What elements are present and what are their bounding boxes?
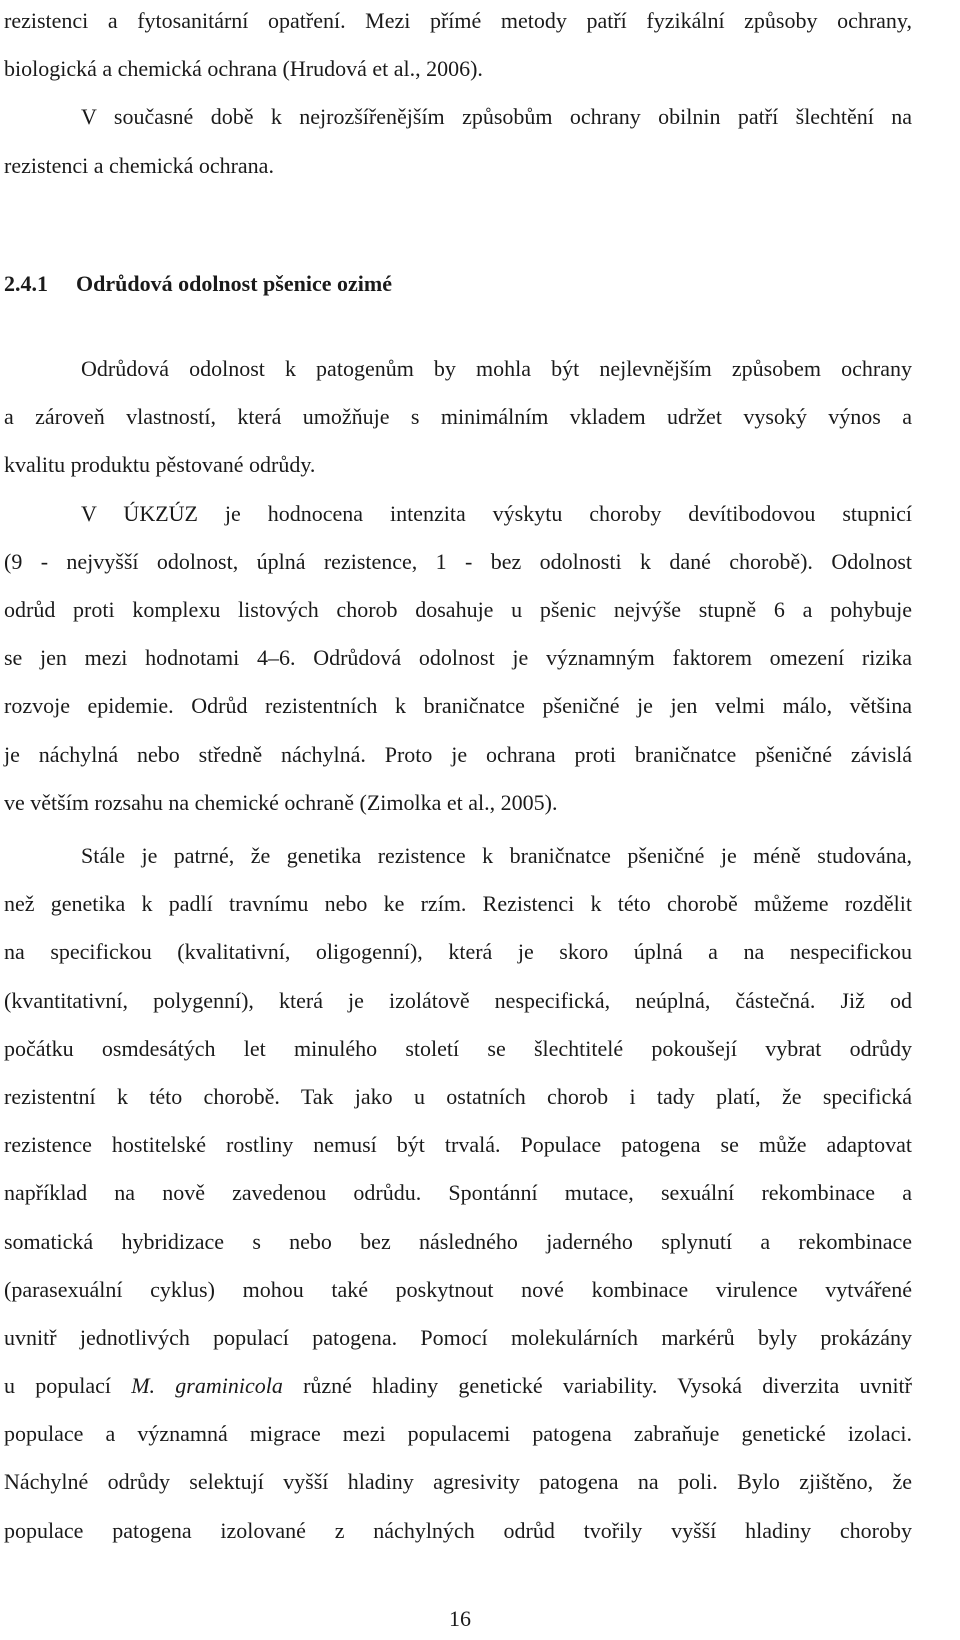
text-line: (parasexuální cyklus) mohou také poskytnout nové kombinace virulence vytvářené xyxy=(4,1276,912,1302)
intro-paragraph xyxy=(4,0,912,190)
text-line: (kvantitativní, polygenní), která je izolátově nespecifická, neúplná, částečná. Již od xyxy=(4,987,912,1013)
text-fragment: u populací xyxy=(4,1373,132,1399)
section-number: 2.4.1 xyxy=(4,271,48,296)
text-line: somatická hybridizace s nebo bez následného jaderného splynutí a rekombinace xyxy=(4,1228,912,1254)
text-line: biologická a chemická ochrana (Hrudová et al., 2006). xyxy=(4,56,483,82)
text-line: Odrůdová odolnost k patogenům by mohla být nejlevnějším způsobem ochrany xyxy=(81,356,912,381)
text-line: rezistentní k této chorobě. Tak jako u ostatních chorob i tady platí, že specifická xyxy=(4,1083,912,1109)
text-line: kvalitu produktu pěstované odrůdy. xyxy=(4,452,316,478)
text-line: V ÚKZÚZ je hodnocena intenzita výskytu choroby devítibodovou stupnicí xyxy=(81,500,912,526)
text-line: na specifickou (kvalitativní, oligogenní), která je skoro úplná a na nespecifickou xyxy=(4,939,912,965)
text-fragment: různé hladiny genetické variability. Vysoká diverzita uvnitř xyxy=(282,1373,912,1399)
text-line: je náchylná nebo středně náchylná. Proto je ochrana proti braničnatce pšeničné závislá xyxy=(4,741,912,767)
text-line: rezistence hostitelské rostliny nemusí být trvalá. Populace patogena se může adaptovat xyxy=(4,1132,912,1158)
text-line: počátku osmdesátých let minulého století se šlechtitelé pokoušejí vybrat odrůdy xyxy=(4,1035,912,1061)
text-line: ve větším rozsahu na chemické ochraně (Zimolka et al., 2005). xyxy=(4,789,558,815)
section-title: Odrůdová odolnost pšenice ozimé xyxy=(76,271,392,296)
species-name: M. graminicola xyxy=(131,1373,283,1399)
text-line: populace patogena izolované z náchylných odrůd tvořily vyšší hladiny choroby xyxy=(4,1517,912,1543)
text-line: uvnitř jednotlivých populací patogena. Pomocí molekulárních markérů byly prokázány xyxy=(4,1324,912,1350)
paragraph-genetics-resistance xyxy=(4,832,912,1555)
page-number: 16 xyxy=(449,1606,471,1631)
text-line: rozvoje epidemie. Odrůd rezistentních k braničnatce pšeničné je jen velmi málo, většina xyxy=(4,693,912,719)
text-line: rezistenci a fytosanitární opatření. Mezi přímé metody patří fyzikální způsoby ochrany, xyxy=(4,8,912,33)
text-line: a zároveň vlastností, která umožňuje s minimálním vkladem udržet vysoký výnos a xyxy=(4,404,912,430)
paragraph-variety-resistance xyxy=(4,345,912,827)
text-line: například na nově zavedenou odrůdu. Spontánní mutace, sexuální rekombinace a xyxy=(4,1180,912,1206)
text-line: než genetika k padlí travnímu nebo ke rzím. Rezistenci k této chorobě můžeme rozdělit xyxy=(4,891,912,917)
text-line: Náchylné odrůdy selektují vyšší hladiny agresivity patogena na poli. Bylo zjištěno, že xyxy=(4,1469,912,1495)
text-line xyxy=(4,1362,912,1410)
text-line: populace a významná migrace mezi populacemi patogena zabraňuje genetické izolaci. xyxy=(4,1421,912,1447)
section-heading xyxy=(4,260,392,308)
text-line: Stále je patrné, že genetika rezistence k braničnatce pšeničné je méně studována, xyxy=(81,843,912,868)
text-line: rezistenci a chemická ochrana. xyxy=(4,152,274,178)
text-line: odrůd proti komplexu listových chorob dosahuje u pšenic nejvýše stupně 6 a pohybuje xyxy=(4,596,912,622)
text-line: V současné době k nejrozšířenějším způsobům ochrany obilnin patří šlechtění na xyxy=(81,104,912,130)
text-line: se jen mezi hodnotami 4–6. Odrůdová odolnost je významným faktorem omezení rizika xyxy=(4,645,912,671)
text-line: (9 - nejvyšší odolnost, úplná rezistence, 1 - bez odolnosti k dané chorobě). Odolnost xyxy=(4,548,912,574)
